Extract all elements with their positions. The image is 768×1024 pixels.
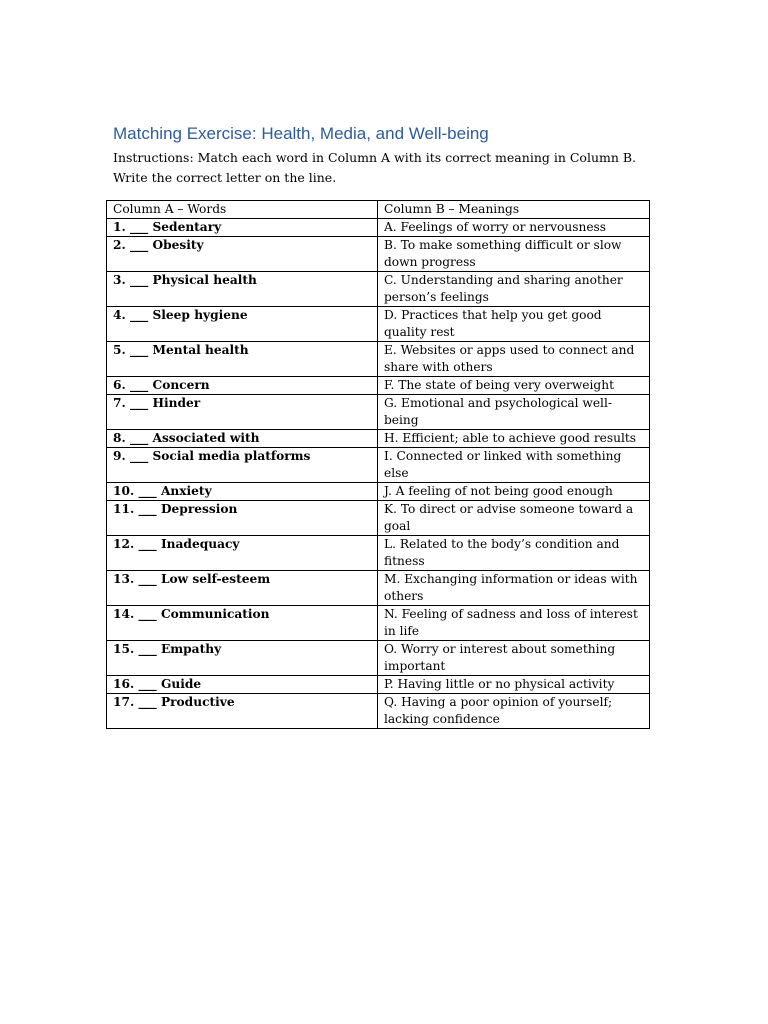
- meaning-cell: G. Emotional and psychological well-being: [378, 395, 650, 430]
- word-cell: 16. ___ Guide: [107, 676, 378, 694]
- meaning-cell: M. Exchanging information or ideas with others: [378, 571, 650, 606]
- table-row: [107, 483, 650, 501]
- table-row: [107, 606, 650, 641]
- table-row: [107, 694, 650, 729]
- matching-table: [106, 200, 650, 729]
- table-row: [107, 641, 650, 676]
- page-title: Matching Exercise: Health, Media, and Well-being: [113, 124, 489, 143]
- meaning-cell: H. Efficient; able to achieve good results: [378, 430, 650, 448]
- word-cell: 4. ___ Sleep hygiene: [107, 307, 378, 342]
- word-cell: 10. ___ Anxiety: [107, 483, 378, 501]
- meaning-cell: E. Websites or apps used to connect and share with others: [378, 342, 650, 377]
- table-row: [107, 448, 650, 483]
- meaning-cell: P. Having little or no physical activity: [378, 676, 650, 694]
- word-cell: 12. ___ Inadequacy: [107, 536, 378, 571]
- word-cell: 3. ___ Physical health: [107, 272, 378, 307]
- table-header-row: [107, 201, 650, 219]
- word-cell: 8. ___ Associated with: [107, 430, 378, 448]
- table-row: [107, 272, 650, 307]
- instructions-text: Instructions: Match each word in Column A with its correct meaning in Column B. Write the correct letter on the line.: [113, 150, 637, 185]
- meaning-cell: C. Understanding and sharing another person’s feelings: [378, 272, 650, 307]
- column-b-header: Column B – Meanings: [378, 201, 650, 219]
- table-row: [107, 219, 650, 237]
- word-cell: 7. ___ Hinder: [107, 395, 378, 430]
- word-cell: 13. ___ Low self-esteem: [107, 571, 378, 606]
- meaning-cell: O. Worry or interest about something important: [378, 641, 650, 676]
- meaning-cell: K. To direct or advise someone toward a goal: [378, 501, 650, 536]
- table-row: [107, 307, 650, 342]
- word-cell: 2. ___ Obesity: [107, 237, 378, 272]
- table-row: [107, 536, 650, 571]
- word-cell: 15. ___ Empathy: [107, 641, 378, 676]
- column-a-header: Column A – Words: [107, 201, 378, 219]
- word-cell: 11. ___ Depression: [107, 501, 378, 536]
- table-row: [107, 237, 650, 272]
- table-row: [107, 395, 650, 430]
- word-cell: 9. ___ Social media platforms: [107, 448, 378, 483]
- word-cell: 1. ___ Sedentary: [107, 219, 378, 237]
- table-row: [107, 342, 650, 377]
- meaning-cell: L. Related to the body’s condition and fitness: [378, 536, 650, 571]
- word-cell: 6. ___ Concern: [107, 377, 378, 395]
- table-row: [107, 676, 650, 694]
- meaning-cell: F. The state of being very overweight: [378, 377, 650, 395]
- word-cell: 5. ___ Mental health: [107, 342, 378, 377]
- meaning-cell: N. Feeling of sadness and loss of interest in life: [378, 606, 650, 641]
- table-row: [107, 501, 650, 536]
- meaning-cell: J. A feeling of not being good enough: [378, 483, 650, 501]
- meaning-cell: A. Feelings of worry or nervousness: [378, 219, 650, 237]
- word-cell: 14. ___ Communication: [107, 606, 378, 641]
- table-row: [107, 571, 650, 606]
- meaning-cell: I. Connected or linked with something else: [378, 448, 650, 483]
- meaning-cell: D. Practices that help you get good quality rest: [378, 307, 650, 342]
- meaning-cell: Q. Having a poor opinion of yourself; lacking confidence: [378, 694, 650, 729]
- table-row: [107, 377, 650, 395]
- meaning-cell: B. To make something difficult or slow down progress: [378, 237, 650, 272]
- word-cell: 17. ___ Productive: [107, 694, 378, 729]
- table-row: [107, 430, 650, 448]
